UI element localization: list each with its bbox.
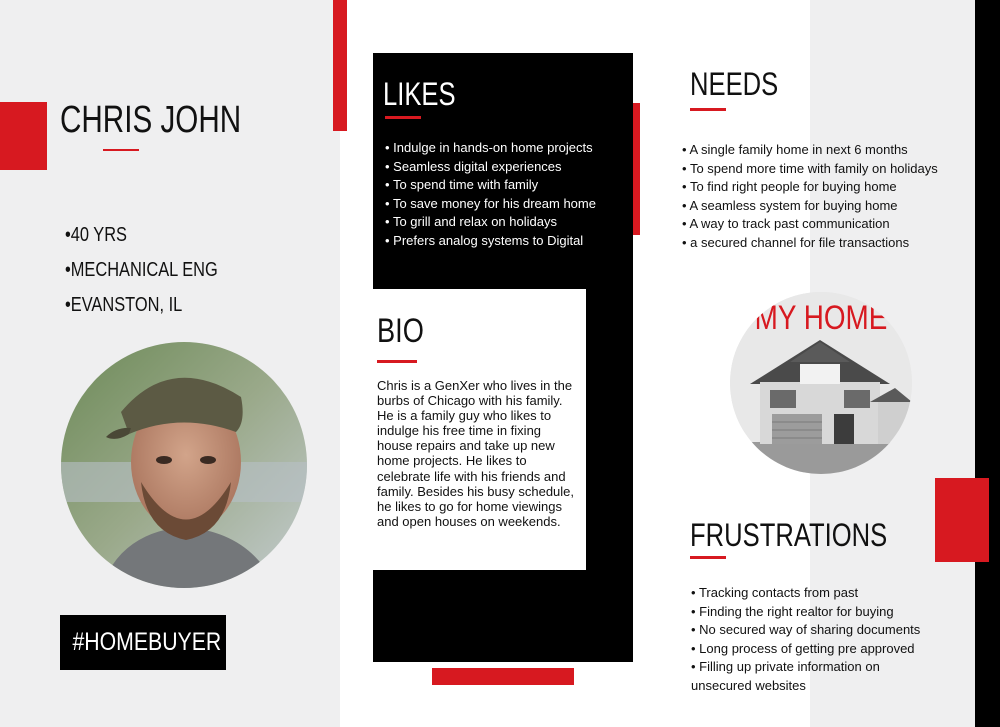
likes-item: • To grill and relax on holidays <box>385 213 596 232</box>
detail-location: •EVANSTON, IL <box>65 294 183 316</box>
bio-text: Chris is a GenXer who lives in the burbs of Chicago with his family. He is a family guy who likes to indulge his free time in fixing house repairs and take up new home projects. He likes to celebrate life with his friends and family. Besides his busy schedule, he likes to go for home viewings and open houses on weekends. <box>377 378 575 529</box>
needs-item: • To find right people for buying home <box>682 178 938 197</box>
needs-item: • A seamless system for buying home <box>682 197 938 216</box>
bio-underline <box>377 360 417 363</box>
red-accent-bar-top <box>333 0 347 131</box>
persona-details <box>65 218 218 323</box>
likes-title: LIKES <box>383 76 456 112</box>
needs-item: • To spend more time with family on holidays <box>682 160 938 179</box>
likes-list <box>385 139 596 251</box>
frustrations-underline <box>690 556 726 559</box>
my-home-label: MY HOME <box>754 299 888 337</box>
bio-title: BIO <box>377 312 424 350</box>
frustrations-item: • Finding the right realtor for buying <box>691 603 921 622</box>
red-accent-block-left <box>0 102 47 170</box>
needs-list <box>682 141 938 253</box>
needs-underline <box>690 108 726 111</box>
my-home-image <box>730 292 912 474</box>
frustrations-title: FRUSTRATIONS <box>690 517 888 553</box>
likes-item: • To save money for his dream home <box>385 195 596 214</box>
frustrations-item: • Filling up private information on unsecured websites <box>691 658 921 695</box>
detail-occupation: •MECHANICAL ENG <box>65 259 218 281</box>
likes-item: • Seamless digital experiences <box>385 158 596 177</box>
needs-item: • A way to track past communication <box>682 215 938 234</box>
right-edge-bar <box>975 0 1000 727</box>
frustrations-list <box>691 584 921 696</box>
frustrations-item: • No secured way of sharing documents <box>691 621 921 640</box>
likes-underline <box>385 116 421 119</box>
red-accent-bar-bottom <box>432 668 574 685</box>
persona-photo <box>61 342 307 588</box>
black-column-bottom <box>373 570 633 662</box>
hashtag-badge <box>60 615 226 670</box>
needs-item: • a secured channel for file transactions <box>682 234 938 253</box>
likes-item: • Indulge in hands-on home projects <box>385 139 596 158</box>
likes-item: • Prefers analog systems to Digital <box>385 232 596 251</box>
name-underline <box>103 149 139 151</box>
likes-item: • To spend time with family <box>385 176 596 195</box>
hashtag-text: #HOMEBUYER <box>72 628 222 656</box>
needs-title: NEEDS <box>690 66 779 102</box>
red-accent-block-right <box>935 478 989 562</box>
detail-age: •40 YRS <box>65 224 127 246</box>
persona-name: CHRIS JOHN <box>60 99 242 141</box>
needs-item: • A single family home in next 6 months <box>682 141 938 160</box>
frustrations-item: • Tracking contacts from past <box>691 584 921 603</box>
frustrations-item: • Long process of getting pre approved <box>691 640 921 659</box>
